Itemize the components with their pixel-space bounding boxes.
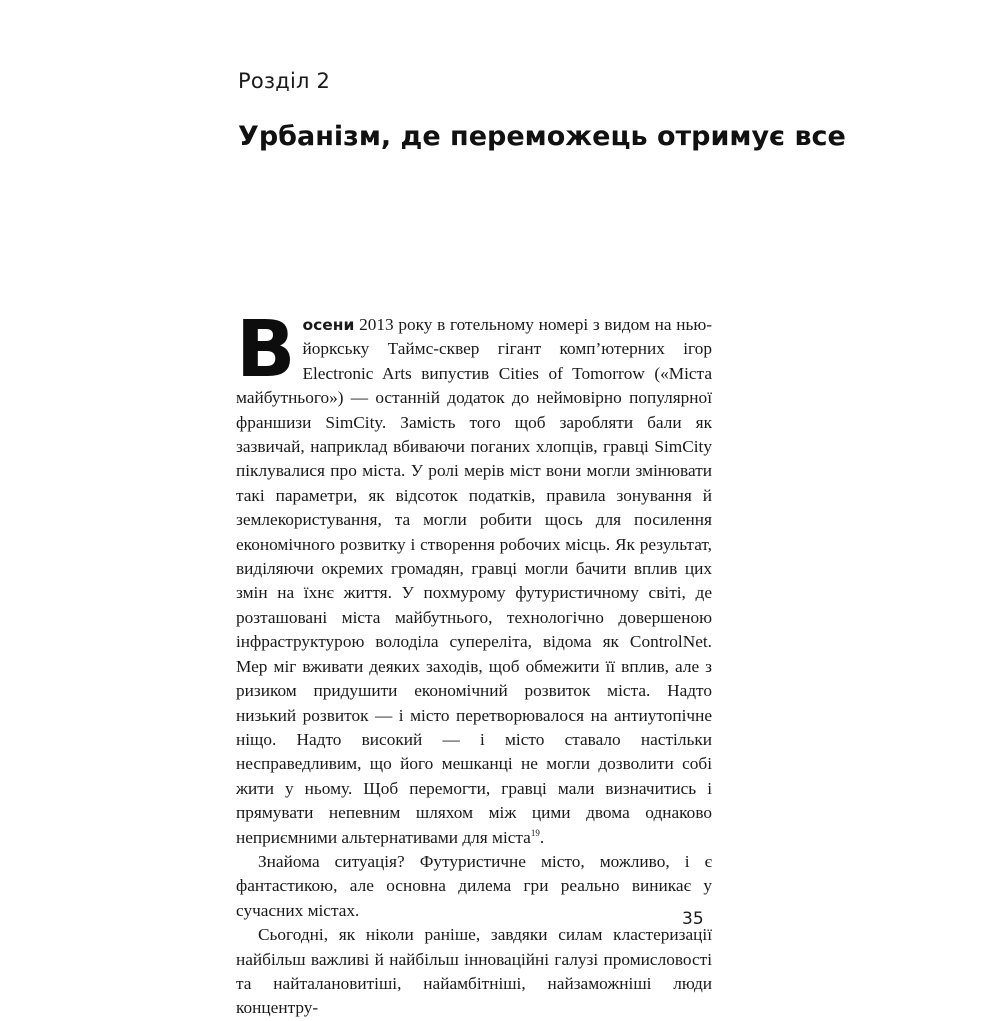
paragraph-3: Сьогодні, як ніколи раніше, завдяки силам кластеризації найбільш важливі й найбільш інноваційні галузі промисловості та найталановитіші, найамбітніші, найзаможніші люди концентру- bbox=[236, 925, 712, 1018]
page-number: 35 bbox=[682, 909, 704, 929]
paragraph-2: Знайома ситуація? Футуристичне місто, можливо, і є фантастикою, але основна дилема гри реально виникає у сучасних містах. bbox=[236, 851, 712, 920]
paragraph-1-text: 2013 року в готельному номері з видом на нью-йоркську Таймс-сквер гігант комп’ютерних ігор Electronic Arts випустив Cities of Tomorrow («Міста майбутнього») — останній додаток до неймовірно популярної франшизи SimCity. Замість того щоб заробляти бали як зазвичай, наприклад вбиваючи поганих хлопців, гравці SimCity піклувалися про міста. У ролі мерів міст вони могли змінювати такі параметри, як відсоток податків, правила зонування й землекористування, та могли робити щось для посилення економічного розвитку і створення робочих місць. Як результат, виділяючи окремих громадян, гравці могли бачити вплив цих змін на їхнє життя. У похмурому футуристичному світі, де розташовані міста майбутнього, технологічно довершеною інфраструктурою володіла супереліта, відома як ControlNet. Мер міг вживати деяких заходів, щоб обмежити її вплив, але з ризиком придушити економічний розвиток міста. Надто низький розвиток — і місто перетворювалося на антиутопічне ніщо. Надто високий — і місто ставало настільки несправедливим, що його мешканці не могли дозволити собі жити у ньому. Щоб перемогти, гравці мали визначитись і прямувати непевним шляхом між цими двома однаково неприємними альтернативами для міста bbox=[236, 315, 712, 847]
paragraph-1-end: . bbox=[539, 827, 545, 847]
footnote-marker: 19 bbox=[530, 827, 540, 838]
chapter-label: Розділ 2 bbox=[238, 69, 331, 93]
chapter-title: Урбанізм, де переможець отримує все bbox=[238, 121, 846, 152]
lead-word: осени bbox=[302, 316, 355, 334]
drop-cap: В bbox=[236, 305, 296, 395]
paragraph-1 bbox=[236, 305, 712, 850]
body-text bbox=[236, 305, 712, 1021]
